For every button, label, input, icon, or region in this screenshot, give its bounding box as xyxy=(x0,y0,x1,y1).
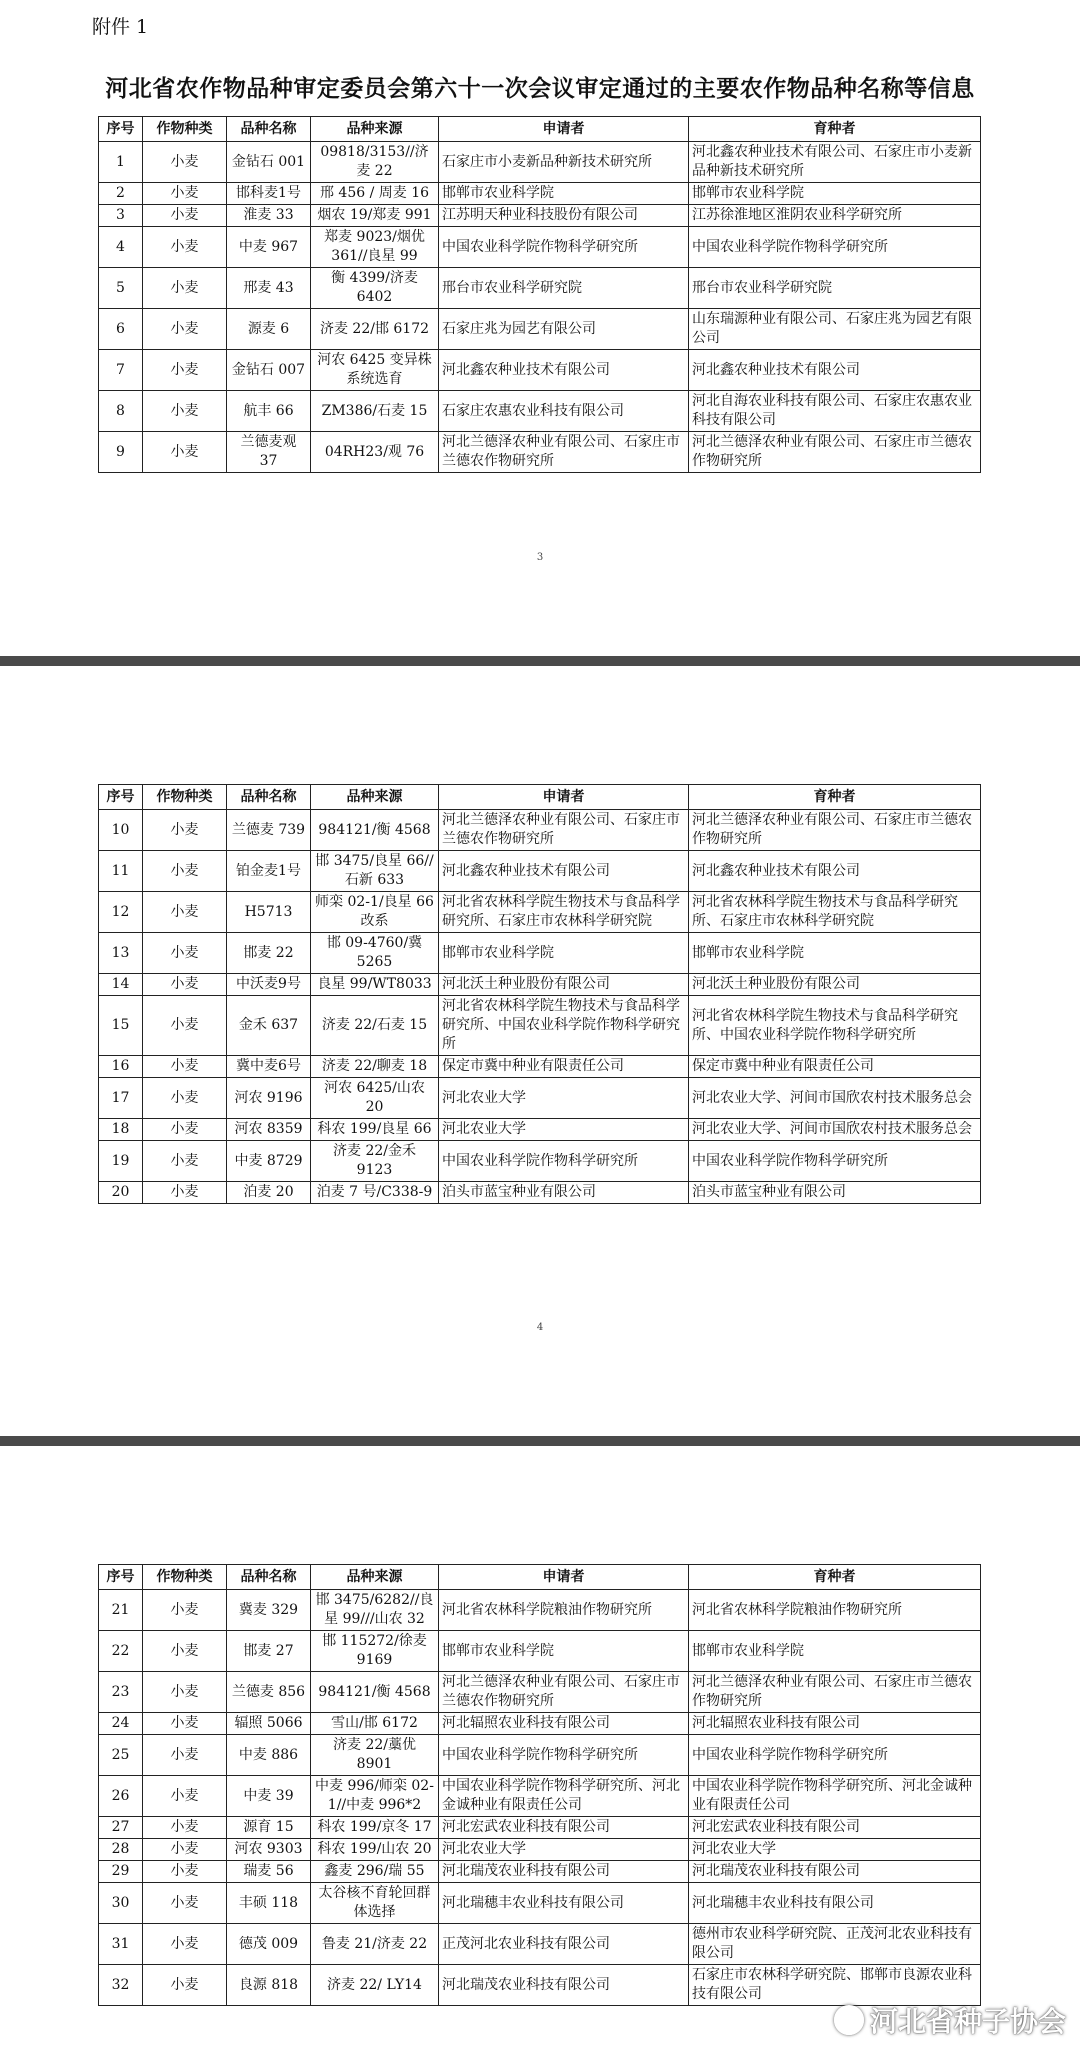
crop-type: 小麦 xyxy=(143,1861,227,1883)
variety-source: 太谷核不育轮回群体选择 xyxy=(311,1883,439,1924)
variety-table-page-2 xyxy=(98,784,981,1204)
applicant: 河北农业大学 xyxy=(439,1839,689,1861)
row-number: 15 xyxy=(99,996,143,1056)
header-applicant: 申请者 xyxy=(439,117,689,142)
applicant: 保定市冀中种业有限责任公司 xyxy=(439,1056,689,1078)
table-row xyxy=(99,142,981,183)
variety-name: 淮麦 33 xyxy=(227,205,311,227)
variety-name: 冀中麦6号 xyxy=(227,1056,311,1078)
variety-source: 河农 6425/山农 20 xyxy=(311,1078,439,1119)
breeder: 河北农业大学、河间市国欣农村技术服务总会 xyxy=(689,1119,981,1141)
breeder: 中国农业科学院作物科学研究所 xyxy=(689,1735,981,1776)
wechat-watermark xyxy=(834,2000,1066,2040)
row-number: 21 xyxy=(99,1590,143,1631)
applicant: 邯郸市农业科学院 xyxy=(439,933,689,974)
variety-name: 河农 9196 xyxy=(227,1078,311,1119)
row-number: 9 xyxy=(99,432,143,473)
breeder: 河北省农林科学院生物技术与食品科学研究所、中国农业科学院作物科学研究所 xyxy=(689,996,981,1056)
variety-source: 邯 09-4760/冀 5265 xyxy=(311,933,439,974)
header-crop-type: 作物种类 xyxy=(143,785,227,810)
variety-name: 良源 818 xyxy=(227,1965,311,2006)
crop-type: 小麦 xyxy=(143,1141,227,1182)
header-variety-name: 品种名称 xyxy=(227,785,311,810)
crop-type: 小麦 xyxy=(143,391,227,432)
watermark-text: 河北省种子协会 xyxy=(869,2005,1066,2038)
variety-source: 济麦 22/石麦 15 xyxy=(311,996,439,1056)
wechat-logo-icon xyxy=(834,2005,864,2035)
applicant: 正茂河北农业科技有限公司 xyxy=(439,1924,689,1965)
attachment-label: 附件 1 xyxy=(92,16,149,38)
breeder: 河北宏武农业科技有限公司 xyxy=(689,1817,981,1839)
variety-table-page-3 xyxy=(98,1564,981,2006)
crop-type: 小麦 xyxy=(143,1883,227,1924)
breeder: 河北兰德泽农种业有限公司、石家庄市兰德农作物研究所 xyxy=(689,1672,981,1713)
variety-source: 科农 199/京冬 17 xyxy=(311,1817,439,1839)
header-crop-type: 作物种类 xyxy=(143,117,227,142)
header-variety-name: 品种名称 xyxy=(227,117,311,142)
breeder: 邯郸市农业科学院 xyxy=(689,933,981,974)
variety-source: 泊麦 7 号/C338-9 xyxy=(311,1182,439,1204)
crop-type: 小麦 xyxy=(143,810,227,851)
variety-source: 烟农 19/郑麦 991 xyxy=(311,205,439,227)
applicant: 邯郸市农业科学院 xyxy=(439,183,689,205)
variety-source: 济麦 22/邯 6172 xyxy=(311,309,439,350)
crop-type: 小麦 xyxy=(143,996,227,1056)
variety-name: 源麦 6 xyxy=(227,309,311,350)
applicant: 邢台市农业科学研究院 xyxy=(439,268,689,309)
breeder: 河北鑫农种业技术有限公司 xyxy=(689,350,981,391)
variety-name: 冀麦 329 xyxy=(227,1590,311,1631)
row-number: 14 xyxy=(99,974,143,996)
variety-name: 金钻石 001 xyxy=(227,142,311,183)
applicant: 河北兰德泽农种业有限公司、石家庄市兰德农作物研究所 xyxy=(439,1672,689,1713)
variety-name: 邯科麦1号 xyxy=(227,183,311,205)
crop-type: 小麦 xyxy=(143,1965,227,2006)
variety-name: 河农 9303 xyxy=(227,1839,311,1861)
row-number: 32 xyxy=(99,1965,143,2006)
applicant: 河北宏武农业科技有限公司 xyxy=(439,1817,689,1839)
crop-type: 小麦 xyxy=(143,892,227,933)
table-row xyxy=(99,1776,981,1817)
variety-source: 邯 115272/徐麦 9169 xyxy=(311,1631,439,1672)
applicant: 河北省农林科学院生物技术与食品科学研究所、石家庄市农林科学研究院 xyxy=(439,892,689,933)
table-row xyxy=(99,933,981,974)
page-number: 3 xyxy=(536,552,544,563)
variety-name: 金禾 637 xyxy=(227,996,311,1056)
row-number: 7 xyxy=(99,350,143,391)
variety-source: 科农 199/良星 66 xyxy=(311,1119,439,1141)
crop-type: 小麦 xyxy=(143,1119,227,1141)
row-number: 30 xyxy=(99,1883,143,1924)
variety-source: ZM386/石麦 15 xyxy=(311,391,439,432)
table-row xyxy=(99,1817,981,1839)
variety-source: 济麦 22/藁优 8901 xyxy=(311,1735,439,1776)
header-variety-name: 品种名称 xyxy=(227,1565,311,1590)
table-row xyxy=(99,892,981,933)
breeder: 邢台市农业科学研究院 xyxy=(689,268,981,309)
applicant: 中国农业科学院作物科学研究所 xyxy=(439,1141,689,1182)
crop-type: 小麦 xyxy=(143,1924,227,1965)
row-number: 8 xyxy=(99,391,143,432)
variety-source: 邢 456 / 周麦 16 xyxy=(311,183,439,205)
variety-name: 兰德麦 739 xyxy=(227,810,311,851)
crop-type: 小麦 xyxy=(143,227,227,268)
table-row xyxy=(99,1735,981,1776)
row-number: 25 xyxy=(99,1735,143,1776)
crop-type: 小麦 xyxy=(143,183,227,205)
variety-name: 航丰 66 xyxy=(227,391,311,432)
document-title: 河北省农作物品种审定委员会第六十一次会议审定通过的主要农作物品种名称等信息 xyxy=(105,75,975,102)
table-row xyxy=(99,851,981,892)
variety-source: 科农 199/山农 20 xyxy=(311,1839,439,1861)
table-header-row xyxy=(99,117,981,142)
variety-source: 鑫麦 296/瑞 55 xyxy=(311,1861,439,1883)
variety-name: 兰德麦观 37 xyxy=(227,432,311,473)
row-number: 3 xyxy=(99,205,143,227)
header-number: 序号 xyxy=(99,785,143,810)
applicant: 河北瑞茂农业科技有限公司 xyxy=(439,1861,689,1883)
variety-name: 瑞麦 56 xyxy=(227,1861,311,1883)
table-row xyxy=(99,1590,981,1631)
table-row xyxy=(99,1056,981,1078)
variety-name: 中麦 967 xyxy=(227,227,311,268)
variety-source: 邯 3475/良星 66//石新 633 xyxy=(311,851,439,892)
table-row xyxy=(99,1713,981,1735)
applicant: 中国农业科学院作物科学研究所 xyxy=(439,227,689,268)
crop-type: 小麦 xyxy=(143,1672,227,1713)
variety-source: 鲁麦 21/济麦 22 xyxy=(311,1924,439,1965)
applicant: 河北瑞穗丰农业科技有限公司 xyxy=(439,1883,689,1924)
breeder: 中国农业科学院作物科学研究所 xyxy=(689,227,981,268)
breeder: 河北省农林科学院粮油作物研究所 xyxy=(689,1590,981,1631)
header-number: 序号 xyxy=(99,1565,143,1590)
crop-type: 小麦 xyxy=(143,1182,227,1204)
applicant: 泊头市蓝宝种业有限公司 xyxy=(439,1182,689,1204)
applicant: 河北兰德泽农种业有限公司、石家庄市兰德农作物研究所 xyxy=(439,432,689,473)
variety-source: 济麦 22/ LY14 xyxy=(311,1965,439,2006)
variety-name: 河农 8359 xyxy=(227,1119,311,1141)
variety-name: 中麦 886 xyxy=(227,1735,311,1776)
row-number: 13 xyxy=(99,933,143,974)
row-number: 1 xyxy=(99,142,143,183)
variety-source: 良星 99/WT8033 xyxy=(311,974,439,996)
variety-name: 铂金麦1号 xyxy=(227,851,311,892)
crop-type: 小麦 xyxy=(143,974,227,996)
row-number: 31 xyxy=(99,1924,143,1965)
variety-name: 中沃麦9号 xyxy=(227,974,311,996)
row-number: 29 xyxy=(99,1861,143,1883)
applicant: 河北辐照农业科技有限公司 xyxy=(439,1713,689,1735)
crop-type: 小麦 xyxy=(143,1631,227,1672)
breeder: 中国农业科学院作物科学研究所、河北金诚种业有限责任公司 xyxy=(689,1776,981,1817)
variety-name: 泊麦 20 xyxy=(227,1182,311,1204)
breeder: 河北鑫农种业技术有限公司、石家庄市小麦新品种新技术研究所 xyxy=(689,142,981,183)
variety-source: 984121/衡 4568 xyxy=(311,1672,439,1713)
table-row xyxy=(99,1182,981,1204)
document-page-1 xyxy=(0,0,1080,660)
applicant: 中国农业科学院作物科学研究所 xyxy=(439,1735,689,1776)
crop-type: 小麦 xyxy=(143,1590,227,1631)
row-number: 22 xyxy=(99,1631,143,1672)
header-breeder: 育种者 xyxy=(689,1565,981,1590)
variety-table-page-1 xyxy=(98,116,981,473)
row-number: 5 xyxy=(99,268,143,309)
crop-type: 小麦 xyxy=(143,1776,227,1817)
table-row xyxy=(99,1631,981,1672)
breeder: 河北自海农业科技有限公司、石家庄农惠农业科技有限公司 xyxy=(689,391,981,432)
variety-name: 源育 15 xyxy=(227,1817,311,1839)
page-divider xyxy=(0,656,1080,666)
breeder: 泊头市蓝宝种业有限公司 xyxy=(689,1182,981,1204)
table-row xyxy=(99,309,981,350)
variety-source: 师栾 02-1/良星 66 改系 xyxy=(311,892,439,933)
crop-type: 小麦 xyxy=(143,1735,227,1776)
table-header-row xyxy=(99,1565,981,1590)
row-number: 28 xyxy=(99,1839,143,1861)
breeder: 河北农业大学 xyxy=(689,1839,981,1861)
applicant: 河北兰德泽农种业有限公司、石家庄市兰德农作物研究所 xyxy=(439,810,689,851)
breeder: 德州市农业科学研究院、正茂河北农业科技有限公司 xyxy=(689,1924,981,1965)
applicant: 河北沃土种业股份有限公司 xyxy=(439,974,689,996)
applicant: 石家庄市小麦新品种新技术研究所 xyxy=(439,142,689,183)
breeder: 河北农业大学、河间市国欣农村技术服务总会 xyxy=(689,1078,981,1119)
variety-name: 兰德麦 856 xyxy=(227,1672,311,1713)
page-divider xyxy=(0,1436,1080,1446)
row-number: 24 xyxy=(99,1713,143,1735)
applicant: 河北农业大学 xyxy=(439,1119,689,1141)
variety-name: 德茂 009 xyxy=(227,1924,311,1965)
crop-type: 小麦 xyxy=(143,142,227,183)
table-row xyxy=(99,391,981,432)
variety-source: 邯 3475/6282//良星 99///山农 32 xyxy=(311,1590,439,1631)
row-number: 4 xyxy=(99,227,143,268)
row-number: 23 xyxy=(99,1672,143,1713)
variety-name: 辐照 5066 xyxy=(227,1713,311,1735)
breeder: 山东瑞源种业有限公司、石家庄兆为园艺有限公司 xyxy=(689,309,981,350)
variety-source: 郑麦 9023/烟优 361//良星 99 xyxy=(311,227,439,268)
row-number: 12 xyxy=(99,892,143,933)
header-breeder: 育种者 xyxy=(689,785,981,810)
breeder: 保定市冀中种业有限责任公司 xyxy=(689,1056,981,1078)
variety-name: 邯麦 27 xyxy=(227,1631,311,1672)
table-row xyxy=(99,1861,981,1883)
applicant: 中国农业科学院作物科学研究所、河北金诚种业有限责任公司 xyxy=(439,1776,689,1817)
breeder: 石家庄市农林科学研究院、邯郸市良源农业科技有限公司 xyxy=(689,1965,981,2006)
page-number: 4 xyxy=(536,1322,544,1333)
crop-type: 小麦 xyxy=(143,1839,227,1861)
table-row xyxy=(99,268,981,309)
table-row xyxy=(99,810,981,851)
applicant: 河北农业大学 xyxy=(439,1078,689,1119)
header-applicant: 申请者 xyxy=(439,1565,689,1590)
header-variety-source: 品种来源 xyxy=(311,785,439,810)
row-number: 26 xyxy=(99,1776,143,1817)
row-number: 27 xyxy=(99,1817,143,1839)
header-breeder: 育种者 xyxy=(689,117,981,142)
variety-source: 济麦 22/聊麦 18 xyxy=(311,1056,439,1078)
breeder: 河北沃土种业股份有限公司 xyxy=(689,974,981,996)
variety-name: 邯麦 22 xyxy=(227,933,311,974)
breeder: 河北兰德泽农种业有限公司、石家庄市兰德农作物研究所 xyxy=(689,810,981,851)
variety-name: 丰硕 118 xyxy=(227,1883,311,1924)
applicant: 邯郸市农业科学院 xyxy=(439,1631,689,1672)
variety-source: 984121/衡 4568 xyxy=(311,810,439,851)
applicant: 河北省农林科学院生物技术与食品科学研究所、中国农业科学院作物科学研究所 xyxy=(439,996,689,1056)
breeder: 江苏徐淮地区淮阴农业科学研究所 xyxy=(689,205,981,227)
crop-type: 小麦 xyxy=(143,268,227,309)
crop-type: 小麦 xyxy=(143,1056,227,1078)
crop-type: 小麦 xyxy=(143,1817,227,1839)
header-variety-source: 品种来源 xyxy=(311,1565,439,1590)
table-row xyxy=(99,1883,981,1924)
breeder: 中国农业科学院作物科学研究所 xyxy=(689,1141,981,1182)
variety-name: 邢麦 43 xyxy=(227,268,311,309)
table-row xyxy=(99,227,981,268)
variety-name: H5713 xyxy=(227,892,311,933)
variety-source: 河农 6425 变异株系统选育 xyxy=(311,350,439,391)
variety-source: 04RH23/观 76 xyxy=(311,432,439,473)
table-row xyxy=(99,183,981,205)
row-number: 10 xyxy=(99,810,143,851)
crop-type: 小麦 xyxy=(143,432,227,473)
table-row xyxy=(99,205,981,227)
table-row xyxy=(99,996,981,1056)
row-number: 6 xyxy=(99,309,143,350)
variety-source: 济麦 22/金禾 9123 xyxy=(311,1141,439,1182)
variety-source: 雪山/邯 6172 xyxy=(311,1713,439,1735)
applicant: 石家庄兆为园艺有限公司 xyxy=(439,309,689,350)
row-number: 18 xyxy=(99,1119,143,1141)
crop-type: 小麦 xyxy=(143,309,227,350)
applicant: 河北省农林科学院粮油作物研究所 xyxy=(439,1590,689,1631)
breeder: 河北瑞穗丰农业科技有限公司 xyxy=(689,1883,981,1924)
breeder: 河北瑞茂农业科技有限公司 xyxy=(689,1861,981,1883)
crop-type: 小麦 xyxy=(143,1078,227,1119)
row-number: 2 xyxy=(99,183,143,205)
row-number: 11 xyxy=(99,851,143,892)
crop-type: 小麦 xyxy=(143,350,227,391)
variety-name: 中麦 39 xyxy=(227,1776,311,1817)
table-row xyxy=(99,974,981,996)
breeder: 河北省农林科学院生物技术与食品科学研究所、石家庄市农林科学研究院 xyxy=(689,892,981,933)
crop-type: 小麦 xyxy=(143,851,227,892)
applicant: 河北鑫农种业技术有限公司 xyxy=(439,350,689,391)
applicant: 江苏明天种业科技股份有限公司 xyxy=(439,205,689,227)
applicant: 石家庄农惠农业科技有限公司 xyxy=(439,391,689,432)
row-number: 17 xyxy=(99,1078,143,1119)
row-number: 16 xyxy=(99,1056,143,1078)
breeder: 河北兰德泽农种业有限公司、石家庄市兰德农作物研究所 xyxy=(689,432,981,473)
table-row xyxy=(99,1078,981,1119)
variety-name: 中麦 8729 xyxy=(227,1141,311,1182)
table-row xyxy=(99,1119,981,1141)
header-crop-type: 作物种类 xyxy=(143,1565,227,1590)
table-row xyxy=(99,1141,981,1182)
variety-source: 09818/3153//济麦 22 xyxy=(311,142,439,183)
table-header-row xyxy=(99,785,981,810)
breeder: 邯郸市农业科学院 xyxy=(689,183,981,205)
applicant: 河北鑫农种业技术有限公司 xyxy=(439,851,689,892)
document-page-2 xyxy=(0,666,1080,1436)
row-number: 19 xyxy=(99,1141,143,1182)
header-variety-source: 品种来源 xyxy=(311,117,439,142)
variety-source: 中麦 996/师栾 02-1//中麦 996*2 xyxy=(311,1776,439,1817)
crop-type: 小麦 xyxy=(143,933,227,974)
header-applicant: 申请者 xyxy=(439,785,689,810)
variety-name: 金钻石 007 xyxy=(227,350,311,391)
table-row xyxy=(99,350,981,391)
table-row xyxy=(99,432,981,473)
breeder: 河北辐照农业科技有限公司 xyxy=(689,1713,981,1735)
table-row xyxy=(99,1672,981,1713)
applicant: 河北瑞茂农业科技有限公司 xyxy=(439,1965,689,2006)
header-number: 序号 xyxy=(99,117,143,142)
breeder: 河北鑫农种业技术有限公司 xyxy=(689,851,981,892)
row-number: 20 xyxy=(99,1182,143,1204)
table-row xyxy=(99,1924,981,1965)
breeder: 邯郸市农业科学院 xyxy=(689,1631,981,1672)
variety-source: 衡 4399/济麦 6402 xyxy=(311,268,439,309)
table-row xyxy=(99,1839,981,1861)
crop-type: 小麦 xyxy=(143,1713,227,1735)
document-page-3 xyxy=(0,1446,1080,2054)
crop-type: 小麦 xyxy=(143,205,227,227)
